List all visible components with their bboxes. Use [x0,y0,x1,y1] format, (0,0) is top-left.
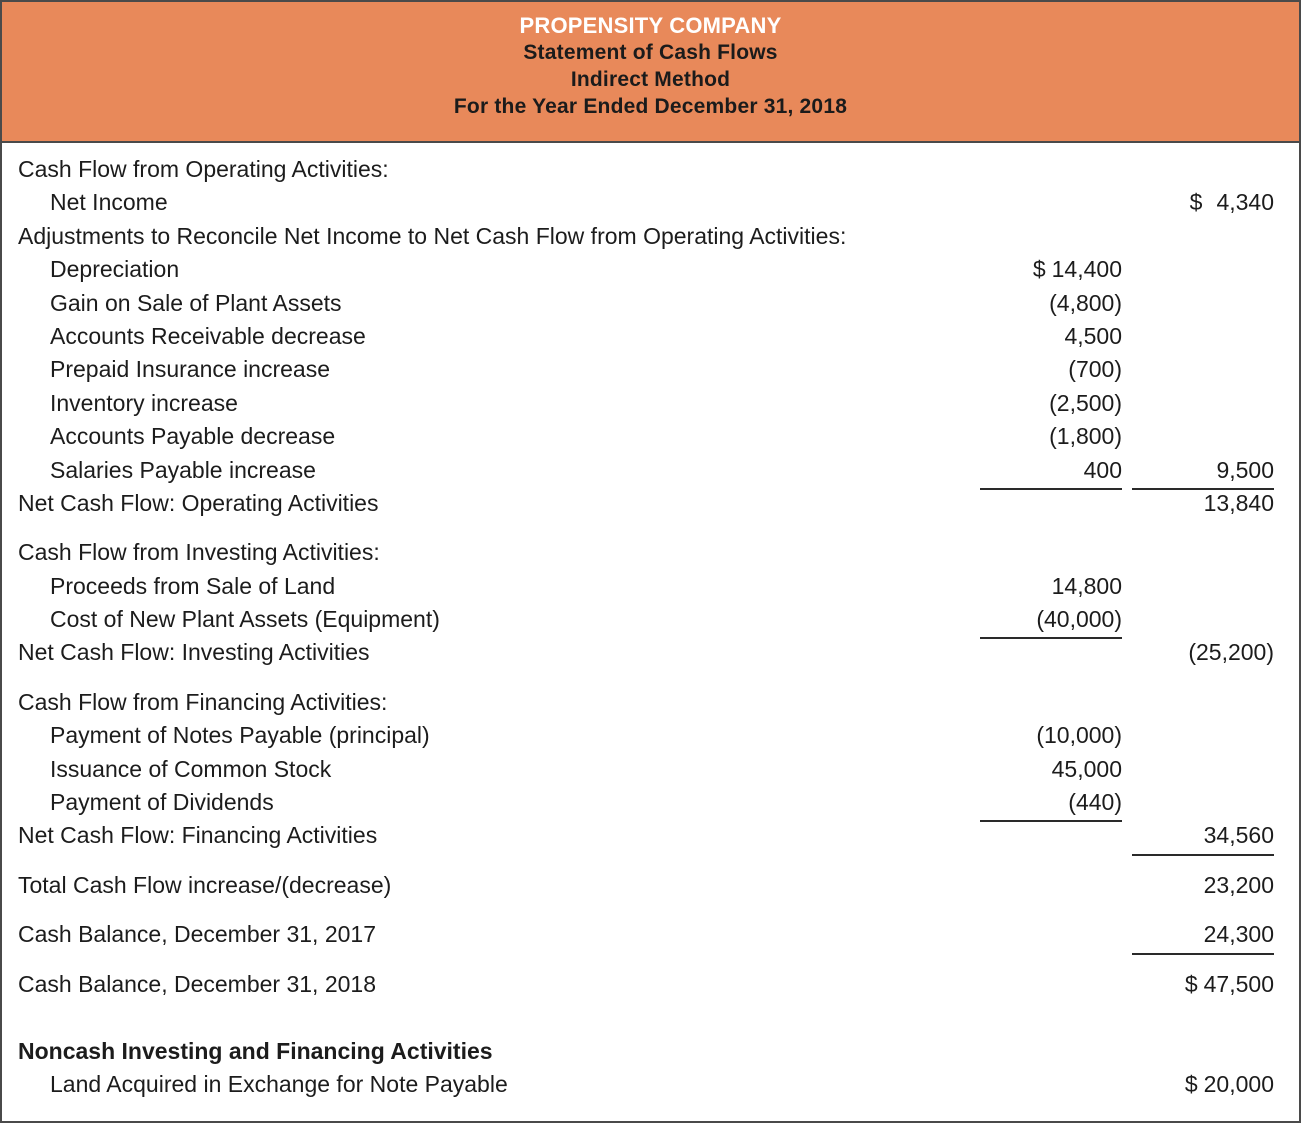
table-row [18,719,1274,752]
currency-symbol: $ [1184,970,1198,997]
amount-value: 4,340 [1216,189,1274,216]
table-row [18,1068,1274,1101]
table-row-total [18,968,1274,1001]
net-income-amount [1122,186,1274,219]
section-spacer [18,670,1274,686]
table-row [18,603,1274,636]
amount-value: 14,400 [1051,256,1122,283]
inventory-amount: (2,500) [1049,389,1122,416]
gain-on-sale-label: Gain on Sale of Plant Assets [50,289,342,316]
financing-heading-label: Cash Flow from Financing Activities: [18,688,388,715]
section-heading-financing [18,686,1274,719]
cost-new-plant-assets-amount: (40,000) [970,603,1122,636]
accounts-payable-label: Accounts Payable decrease [50,423,336,450]
payment-dividends-label: Payment of Dividends [50,789,274,816]
issuance-common-stock-label: Issuance of Common Stock [50,755,332,782]
net-investing-label: Net Cash Flow: Investing Activities [18,639,370,666]
statement-period: For the Year Ended December 31, 2018 [453,94,848,118]
table-row-total [18,487,1274,520]
currency-symbol: $ [1189,189,1203,216]
issuance-common-stock-amount: 45,000 [1051,755,1122,782]
salaries-payable-amount: 400 [970,454,1122,487]
company-name: PROPENSITY COMPANY [519,13,782,38]
table-row [18,320,1274,353]
section-heading-operating [18,153,1274,186]
gain-on-sale-amount: (4,800) [1049,289,1122,316]
table-row [18,753,1274,786]
table-row [18,570,1274,603]
adjustments-heading-label: Adjustments to Reconcile Net Income to Net Cash Flow from Operating Activities: [18,222,847,249]
table-row [18,287,1274,320]
land-acquired-note-amount [1122,1068,1274,1101]
statement-body [2,143,1299,1102]
accounts-payable-amount: (1,800) [1049,423,1122,450]
land-acquired-note-label: Land Acquired in Exchange for Note Payable [50,1071,508,1098]
accounts-receivable-label: Accounts Receivable decrease [50,322,366,349]
cost-new-plant-assets-label: Cost of New Plant Assets (Equipment) [50,606,440,633]
depreciation-amount [970,253,1122,286]
table-row-total [18,819,1274,852]
currency-symbol: $ [1184,1071,1198,1098]
table-row [18,420,1274,453]
currency-symbol: $ [1032,256,1046,283]
adjustments-subtotal-amount: 9,500 [1122,454,1274,487]
noncash-heading-label: Noncash Investing and Financing Activities [18,1037,493,1064]
table-row [18,786,1274,819]
amount-value: 47,500 [1203,970,1274,997]
payment-notes-payable-amount: (10,000) [1036,722,1122,749]
payment-notes-payable-label: Payment of Notes Payable (principal) [50,722,430,749]
table-row [18,353,1274,386]
net-income-label: Net Income [50,189,168,216]
proceeds-sale-land-amount: 14,800 [1051,572,1122,599]
depreciation-label: Depreciation [50,256,180,283]
net-operating-label: Net Cash Flow: Operating Activities [18,489,379,516]
net-financing-amount: 34,560 [1122,819,1274,852]
investing-heading-label: Cash Flow from Investing Activities: [18,539,380,566]
section-heading-adjustments [18,220,1274,253]
proceeds-sale-land-label: Proceeds from Sale of Land [50,572,336,599]
accounts-receivable-amount: 4,500 [1064,322,1122,349]
table-row-total [18,636,1274,669]
table-row [18,918,1274,951]
table-row [18,186,1274,219]
table-row [18,253,1274,286]
prepaid-insurance-label: Prepaid Insurance increase [50,356,330,383]
operating-heading-label: Cash Flow from Operating Activities: [18,156,389,182]
cash-balance-2017-label: Cash Balance, December 31, 2017 [18,921,376,948]
amount-value: 20,000 [1203,1071,1274,1098]
section-heading-investing [18,536,1274,569]
statement-header [2,2,1299,143]
section-spacer [18,902,1274,918]
table-row-total [18,869,1274,902]
statement-title: Statement of Cash Flows [523,41,778,65]
salaries-payable-label: Salaries Payable increase [50,456,316,483]
section-spacer [18,952,1274,968]
total-cash-flow-amount: 23,200 [1203,871,1274,898]
net-financing-label: Net Cash Flow: Financing Activities [18,822,378,849]
statement-method: Indirect Method [570,68,731,92]
section-spacer [18,853,1274,869]
cash-balance-2018-label: Cash Balance, December 31, 2018 [18,970,376,997]
total-cash-flow-label: Total Cash Flow increase/(decrease) [18,871,392,898]
cash-balance-2018-amount [1122,968,1274,1001]
section-spacer [18,1001,1274,1019]
net-investing-amount: (25,200) [1188,639,1274,666]
inventory-label: Inventory increase [50,389,238,416]
payment-dividends-amount: (440) [970,786,1122,819]
table-row [18,454,1274,487]
net-operating-amount: 13,840 [1203,489,1274,516]
cash-balance-2017-amount: 24,300 [1122,918,1274,951]
section-spacer [18,520,1274,536]
section-heading-noncash [18,1035,1274,1068]
table-row [18,387,1274,420]
section-spacer [18,1019,1274,1035]
prepaid-insurance-amount: (700) [1068,356,1122,383]
